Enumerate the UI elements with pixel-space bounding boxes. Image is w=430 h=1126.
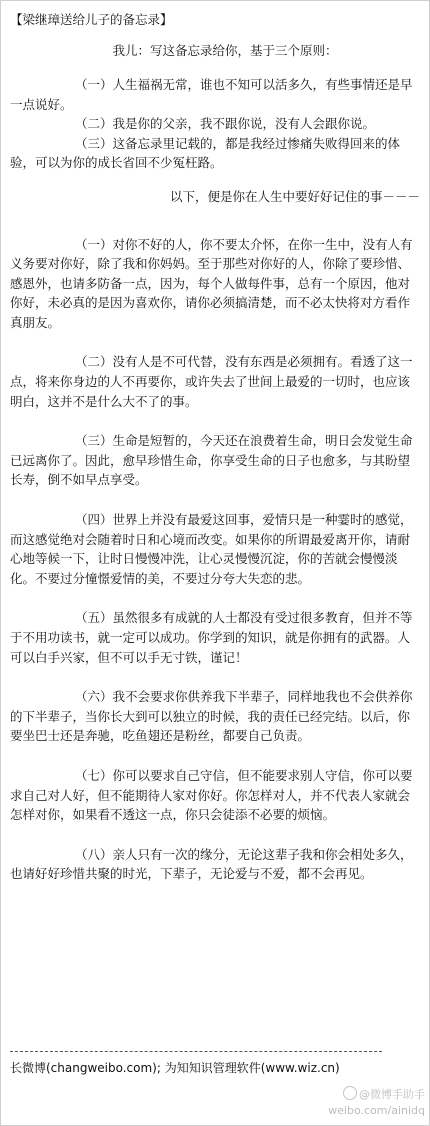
rule-item: （一）对你不好的人，你不要太介怀，在你一生中，没有人有义务要对你好，除了我和你妈妈。至于那些对你好的人，你除了要珍惜、感恩外，也请多防备一点，因为，每个人做每件事，总有一个原因，他对你好，未必真的是因为喜欢你，请你必须搞清楚，而不必太快将对方看作真朋友。 [10,236,413,330]
rule-item: （四）世界上并没有最爱这回事，爱情只是一种霎时的感觉，而这感觉绝对会随着时日和心境而改变。如果你的所谓最爱离开你，请耐心地等候一下，让时日慢慢冲洗，让心灵慢慢沉淀，你的苦就会慢慢淡化。不要过分憧憬爱情的美，不要过分夸大失恋的悲。 [10,512,413,586]
principle-item: （二）我是你的父亲，我不跟你说，没有人会跟你说。 [75,116,376,131]
rule-item: （二）没有人是不可代替，没有东西是必须拥有。看透了这一点，将来你身边的人不再要你，或许失去了世间上最爱的一切时，也应该明白，这并不是什么大不了的事。 [10,354,413,409]
footer-credit: 长微博(changweibo.com); 为知知识管理软件(www.wiz.cn) [10,1061,340,1075]
principles-list [10,75,422,173]
rule-item: （七）你可以要求自己守信，但不能要求别人守信，你可以要求自己对人好，但不能期待人家对你好。你怎样对人，并不代表人家就会怎样对你，如果看不透这一点，你只会徒添不必要的烦恼。 [10,767,413,823]
memo-title: 【梁继璋送给儿子的备忘录】 [10,12,173,27]
watermark-handle-row [328,1086,425,1103]
memo-content [10,11,422,904]
rule-item: （六）我不会要求你供养我下半辈子，同样地我也不会供养你的下半辈子，当你长大到可以独立的时候，我的责任已经完结。以后，你要坐巴士还是奔驰，吃鱼翅还是粉丝，都要自己负责。 [10,689,413,744]
principle-item: （一）人生福祸无常，谁也不知可以活多久，有些事情还是早一点说好。 [10,77,413,112]
rule-item: （八）亲人只有一次的缘分，无论这辈子我和你会相处多久，也请好好珍惜共聚的时光，下辈子，无论爱与不爱，都不会再见。 [10,846,413,882]
rules-list [10,235,422,884]
rule-item: （五）虽然很多有成就的人士都没有受过很多教育，但并不等于不用功读书，就一定可以成功。你学到的知识，就是你拥有的武器。人可以白手兴家，但不可以手无寸铁，谨记！ [10,610,413,665]
rule-item: （三）生命是短暂的，今天还在浪费着生命，明日会发觉生命已远离你了。因此，愈早珍惜生命，你享受生命的日子也愈多，与其盼望长寿，倒不如早点享受。 [10,433,413,488]
rules-intro: 以下，便是你在人生中要好好记住的事－－－ [169,188,420,204]
principle-item: （三）这备忘录里记载的，都是我经过惨痛失败得回来的体验，可以为你的成长省回不少冤枉路。 [10,135,401,170]
watermark-handle: @微博手助手 [359,1088,425,1101]
weibo-logo-icon [343,1086,357,1100]
watermark-url: weibo.com/ainidq [328,1104,425,1117]
weibo-watermark [328,1086,425,1119]
footer-divider [10,1051,382,1052]
memo-greeting: 我儿：写这备忘录给你，基于三个原则： [112,43,338,58]
